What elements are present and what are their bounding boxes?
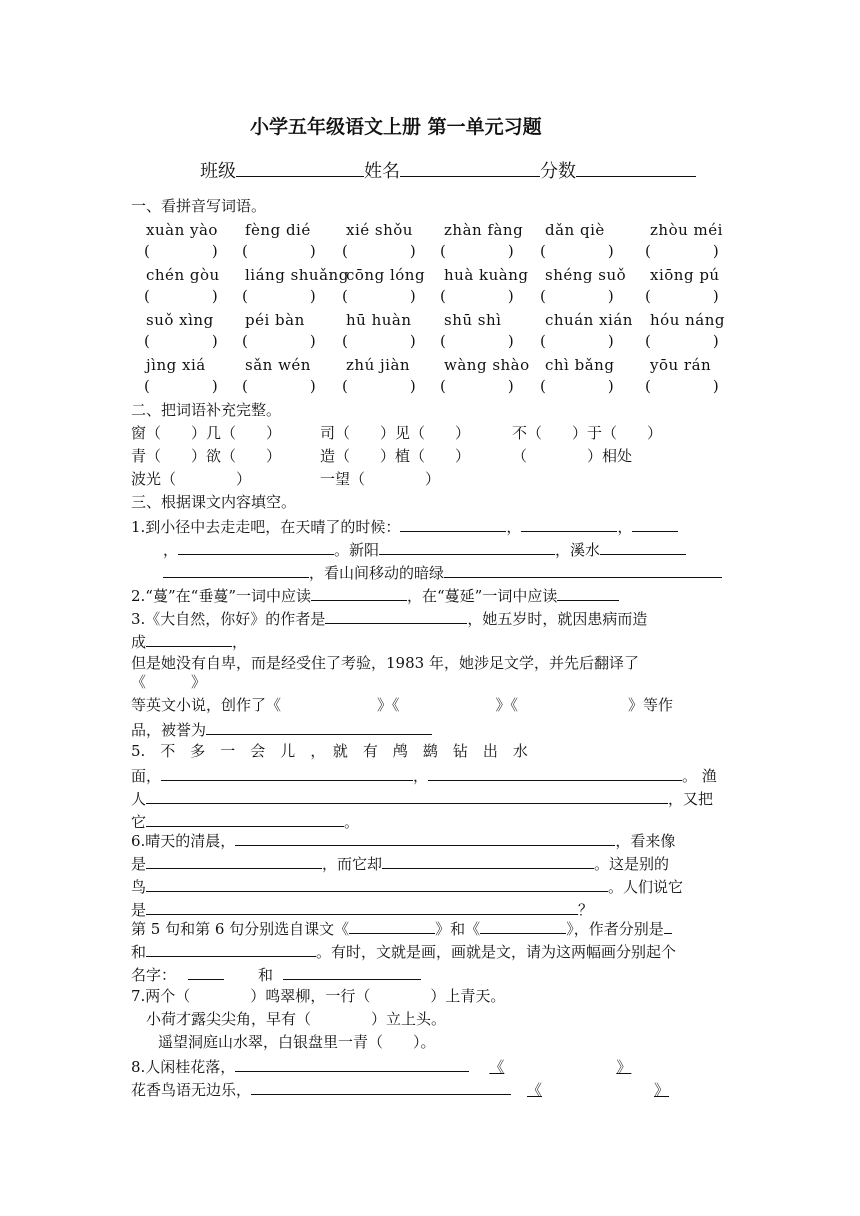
- student-info-line: [200, 160, 696, 184]
- answer-blank[interactable]: [664, 917, 672, 934]
- question-text: ，溪水: [555, 541, 601, 559]
- answer-blank[interactable]: [632, 515, 678, 532]
- class-label: 班级: [200, 161, 236, 182]
- question-text: 第 5 句和第 6 句分别选自课文《: [131, 920, 350, 938]
- answer-parentheses[interactable]: ( ): [645, 332, 719, 350]
- answer-blank[interactable]: [146, 630, 232, 647]
- question-source-line2: [131, 940, 676, 962]
- answer-blank[interactable]: [178, 538, 334, 555]
- question-8-line2: [131, 1078, 669, 1100]
- answer-blank[interactable]: [206, 718, 432, 735]
- pinyin-text: wàng shào: [444, 356, 530, 374]
- question-text: 。有时，文就是画，画就是文，请为这两幅画分别起个: [316, 943, 677, 961]
- fill-item: 造（ ）植（ ）: [320, 447, 471, 465]
- question-1-line2: [163, 538, 686, 560]
- page-title: 小学五年级语文上册 第一单元习题: [250, 116, 542, 138]
- question-text: 名字：: [131, 966, 177, 984]
- question-text: 1.到小径中去走走吧，在天晴了的时候：: [131, 518, 401, 536]
- punct: ，: [163, 541, 179, 559]
- pinyin-text: shū shì: [444, 311, 502, 329]
- section2-heading: 二、把词语补充完整。: [131, 401, 282, 419]
- answer-parentheses[interactable]: ( ): [342, 332, 416, 350]
- answer-blank[interactable]: [146, 898, 578, 915]
- answer-parentheses[interactable]: ( ): [144, 242, 218, 260]
- answer-blank[interactable]: [188, 963, 224, 980]
- answer-blank[interactable]: [146, 875, 608, 892]
- pinyin-text: xiōng pú: [650, 266, 720, 284]
- answer-parentheses[interactable]: ( ): [242, 377, 316, 395]
- question-3-line6: [131, 718, 432, 740]
- answer-parentheses[interactable]: ( ): [540, 332, 614, 350]
- bracket-close: 》: [616, 1058, 632, 1076]
- title-blank[interactable]: [489, 1058, 631, 1076]
- pinyin-text: chì bǎng: [545, 356, 615, 374]
- pinyin-text: sǎn wén: [245, 356, 311, 374]
- pinyin-text: fèng dié: [245, 221, 311, 239]
- answer-blank[interactable]: [557, 584, 619, 601]
- answer-blank[interactable]: [163, 561, 309, 578]
- answer-blank[interactable]: [382, 852, 594, 869]
- answer-blank[interactable]: [349, 917, 435, 934]
- pinyin-text: liáng shuǎng: [245, 266, 349, 284]
- question-3-line5: [131, 695, 673, 715]
- pinyin-text: cōng lóng: [346, 266, 426, 284]
- question-1-line1: [131, 515, 678, 537]
- fill-item: 一望（ ）: [320, 470, 441, 488]
- answer-parentheses[interactable]: ( ): [342, 242, 416, 260]
- question-5-line1: 5. 不 多 一 会 儿 ， 就 有 鸬 鹚 钻 出 水: [131, 742, 528, 760]
- pinyin-text: shéng suǒ: [545, 266, 627, 284]
- question-1-line3: [163, 561, 722, 583]
- pinyin-text: péi bàn: [245, 311, 305, 329]
- question-text: 》《: [377, 696, 400, 714]
- answer-blank[interactable]: [146, 787, 668, 804]
- pinyin-text: hū huàn: [346, 311, 412, 329]
- answer-parentheses[interactable]: ( ): [440, 332, 514, 350]
- question-text: 6.晴天的清晨，: [131, 832, 236, 850]
- punct: ，: [232, 633, 248, 651]
- question-text: ，看来像: [615, 832, 676, 850]
- answer-blank[interactable]: [146, 940, 316, 957]
- answer-parentheses[interactable]: ( ): [540, 242, 614, 260]
- pinyin-text: chén gòu: [146, 266, 220, 284]
- answer-parentheses[interactable]: ( ): [342, 377, 416, 395]
- question-text: 鸟: [131, 878, 147, 896]
- punct: ，: [506, 518, 522, 536]
- answer-parentheses[interactable]: ( ): [440, 287, 514, 305]
- answer-blank[interactable]: [235, 1055, 469, 1072]
- question-text: 面，: [131, 767, 162, 785]
- answer-parentheses[interactable]: ( ): [144, 287, 218, 305]
- bracket-close: 》: [654, 1081, 670, 1099]
- question-text: 。 渔: [682, 767, 717, 785]
- title-blank[interactable]: [527, 1081, 669, 1099]
- answer-parentheses[interactable]: ( ): [540, 377, 614, 395]
- fill-item: 不（ ）于（ ）: [512, 424, 663, 442]
- pinyin-text: zhàn fàng: [444, 221, 524, 239]
- question-text: ，而它却: [322, 855, 383, 873]
- punct: ，: [413, 767, 429, 785]
- answer-blank[interactable]: [400, 515, 506, 532]
- pinyin-text: xié shǒu: [346, 221, 413, 239]
- question-text: 等英文小说，创作了《: [131, 696, 282, 714]
- question-5-line2: [131, 764, 717, 786]
- pinyin-text: dǎn qiè: [545, 221, 605, 239]
- fill-item: 波光（ ）: [131, 470, 252, 488]
- question-5-line3: [131, 787, 713, 809]
- question-7-line1: 7.两个（ ）鸣翠柳，一行（ ）上青天。: [131, 987, 506, 1005]
- question-text: 花香鸟语无边乐，: [131, 1081, 252, 1099]
- fill-item: 司（ ）见（ ）: [320, 424, 471, 442]
- answer-parentheses[interactable]: ( ): [242, 332, 316, 350]
- question-text: 》，作者分别是: [566, 920, 664, 938]
- question-text: 》《: [495, 696, 519, 714]
- answer-blank[interactable]: [444, 561, 722, 578]
- answer-blank[interactable]: [283, 963, 421, 980]
- question-text: ？: [578, 901, 594, 919]
- question-text: 8.人闲桂花落，: [131, 1058, 236, 1076]
- bracket-open: 《: [527, 1081, 543, 1099]
- answer-parentheses[interactable]: ( ): [242, 242, 316, 260]
- question-7-line3: 遥望洞庭山水翠，白银盘里一青（ ）。: [158, 1033, 436, 1051]
- answer-blank[interactable]: [311, 584, 407, 601]
- section3-heading: 三、根据课文内容填空。: [131, 493, 297, 511]
- question-text: 人: [131, 790, 147, 808]
- question-text: 。这是别的: [594, 855, 670, 873]
- question-text: 》和《: [435, 920, 481, 938]
- question-3-line4: 《 》: [131, 673, 207, 691]
- answer-blank[interactable]: [146, 810, 344, 827]
- name-label: 姓名: [364, 161, 400, 182]
- fill-item: 青（ ）欲（ ）: [131, 447, 282, 465]
- question-3-line1: [131, 607, 647, 629]
- question-text: 品，被誉为: [131, 721, 207, 739]
- question-3-line2: [131, 630, 247, 652]
- pinyin-text: chuán xián: [545, 311, 633, 329]
- section1-heading: 一、看拼音写词语。: [131, 197, 267, 215]
- class-field[interactable]: [236, 160, 364, 177]
- question-text: 2.“蔓”在“垂蔓”一词中应读: [131, 587, 311, 605]
- question-text: 。: [344, 813, 360, 831]
- question-8-line1: [131, 1055, 631, 1077]
- answer-blank[interactable]: [521, 515, 617, 532]
- question-source-line1: [131, 917, 672, 939]
- answer-parentheses[interactable]: ( ): [645, 242, 719, 260]
- pinyin-text: zhòu méi: [650, 221, 723, 239]
- punct: ，: [617, 518, 633, 536]
- question-text: 和: [131, 943, 147, 961]
- question-6-line1: [131, 829, 675, 851]
- question-text: ，看山间移动的暗绿: [309, 564, 445, 582]
- question-3-line3: 但是她没有自卑，而是经受住了考验，1983 年，她涉足文学，并先后翻译了: [131, 654, 639, 672]
- answer-parentheses[interactable]: ( ): [540, 287, 614, 305]
- question-text: 。人们说它: [608, 878, 684, 896]
- question-text: 是: [131, 855, 147, 873]
- answer-blank[interactable]: [146, 852, 322, 869]
- pinyin-text: yōu rán: [650, 356, 712, 374]
- question-source-line3: [131, 963, 421, 985]
- answer-parentheses[interactable]: ( ): [645, 287, 719, 305]
- answer-parentheses[interactable]: ( ): [440, 377, 514, 395]
- score-label: 分数: [540, 161, 576, 182]
- score-field[interactable]: [576, 160, 696, 177]
- question-text: 是: [131, 901, 147, 919]
- question-text: 。新阳: [334, 541, 380, 559]
- question-text: 》等作: [628, 696, 674, 714]
- answer-blank[interactable]: [161, 764, 413, 781]
- answer-parentheses[interactable]: ( ): [342, 287, 416, 305]
- answer-blank[interactable]: [235, 829, 615, 846]
- answer-parentheses[interactable]: ( ): [440, 242, 514, 260]
- bracket-open: 《: [489, 1058, 505, 1076]
- question-6-line3: [131, 875, 683, 897]
- name-field[interactable]: [400, 160, 540, 177]
- answer-parentheses[interactable]: ( ): [144, 332, 218, 350]
- pinyin-text: zhú jiàn: [346, 356, 411, 374]
- question-6-line2: [131, 852, 669, 874]
- answer-parentheses[interactable]: ( ): [242, 287, 316, 305]
- question-2: [131, 584, 619, 606]
- fill-item: （ ）相处: [512, 447, 633, 465]
- answer-blank[interactable]: [325, 607, 467, 624]
- answer-blank[interactable]: [251, 1078, 511, 1095]
- question-text: 成: [131, 633, 147, 651]
- fill-item: 窗（ ）几（ ）: [131, 424, 282, 442]
- pinyin-text: jìng xiá: [146, 356, 206, 374]
- answer-parentheses[interactable]: ( ): [144, 377, 218, 395]
- question-7-line2: 小荷才露尖尖角，早有（ ）立上头。: [146, 1010, 447, 1028]
- answer-blank[interactable]: [428, 764, 682, 781]
- pinyin-text: suǒ xìng: [146, 311, 214, 329]
- question-text: ，又把: [668, 790, 714, 808]
- question-text: 它: [131, 813, 147, 831]
- pinyin-text: huà kuàng: [444, 266, 529, 284]
- pinyin-text: xuàn yào: [146, 221, 218, 239]
- answer-blank[interactable]: [480, 917, 566, 934]
- question-text: 3.《大自然，你好》的作者是: [131, 610, 326, 628]
- question-text: ，在“蔓延”一词中应读: [407, 587, 558, 605]
- pinyin-text: hóu náng: [650, 311, 725, 329]
- answer-blank[interactable]: [379, 538, 555, 555]
- question-text: ，她五岁时，就因患病而造: [467, 610, 648, 628]
- question-text: 和: [258, 966, 274, 984]
- answer-blank[interactable]: [600, 538, 686, 555]
- answer-parentheses[interactable]: ( ): [645, 377, 719, 395]
